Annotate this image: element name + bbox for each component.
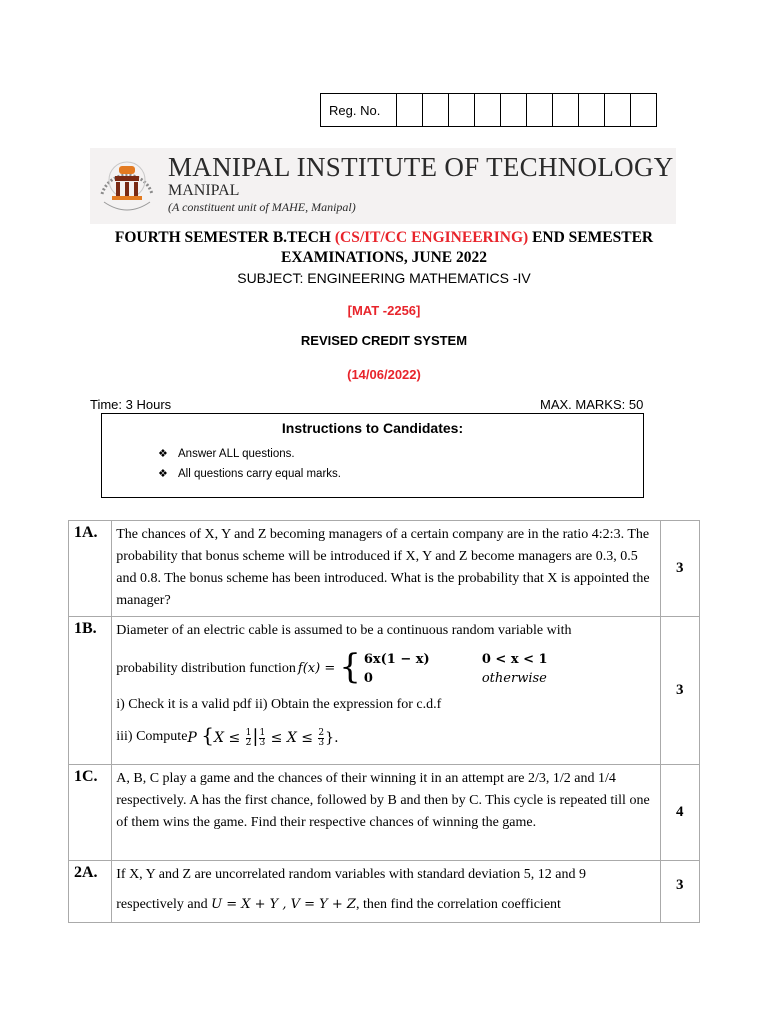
exam-title-part: FOURTH SEMESTER B.TECH <box>114 229 335 246</box>
question-text <box>112 617 660 765</box>
instruction-item <box>158 467 341 480</box>
instruction-item <box>158 447 295 460</box>
question-marks: 3 <box>660 617 699 765</box>
instruction-text: Answer ALL questions. <box>178 447 295 460</box>
diamond-bullet-icon: ❖ <box>158 448 168 460</box>
question-line <box>116 894 653 916</box>
reg-no-cell[interactable] <box>579 94 605 126</box>
reg-no-cell[interactable] <box>449 94 475 126</box>
reg-no-cell[interactable] <box>631 94 656 126</box>
institute-logo <box>94 152 160 220</box>
question-line: iii) Compute <box>116 728 188 744</box>
questions-table <box>68 520 700 923</box>
question-number: 1C. <box>69 765 112 861</box>
question-text: The chances of X, Y and Z becoming managers of a certain company are in the ratio 4:2:3. The probability that bonus scheme will be introduced if X, Y and Z become managers are 0.3, 0.5 and 0.8. The bonus scheme has been introduced. What is the probability that X is appointed the manager? <box>112 521 660 617</box>
exam-time: Time: 3 Hours <box>90 397 172 412</box>
question-text <box>112 861 660 923</box>
reg-no-cell[interactable] <box>605 94 631 126</box>
question-line: If X, Y and Z are uncorrelated random variables with standard deviation 5, 12 and 9 <box>116 867 586 882</box>
question-number: 1A. <box>69 521 112 617</box>
diamond-bullet-icon: ❖ <box>158 468 168 480</box>
reg-no-cell[interactable] <box>475 94 501 126</box>
question-row <box>69 765 700 861</box>
question-row <box>69 617 700 765</box>
brace-icon: { <box>339 647 361 687</box>
question-line: Diameter of an electric cable is assumed to be a continuous random variable with <box>116 623 572 638</box>
reg-no-label: Reg. No. <box>321 94 397 126</box>
question-line: probability distribution function <box>116 661 296 676</box>
case-expression: 6x(1 − x) <box>363 652 430 667</box>
question-text: A, B, C play a game and the chances of their winning it in an attempt are 2/3, 1/2 and 1/4 respectively. A has the first chance, followed by B and then by C. This cycle is repeated till one of them wins the game. Find their respective chances of winning the game. <box>112 765 660 861</box>
reg-no-box <box>320 93 657 127</box>
subject-line: SUBJECT: ENGINEERING MATHEMATICS -IV <box>237 270 531 286</box>
course-code: [MAT -2256] <box>347 303 421 318</box>
compute-line <box>116 724 653 749</box>
question-row <box>69 521 700 617</box>
exam-title-line2: EXAMINATIONS, JUNE 2022 <box>281 249 487 266</box>
institute-city: MANIPAL <box>168 182 240 199</box>
exam-title-line1 <box>0 229 768 247</box>
probability-expression: P {X ≤ $\frac{1}{2}$ | $\frac{1}{3}$ ≤ X ≤ $\frac{2}{3}$ }. <box>187 723 339 748</box>
question-marks: 4 <box>660 765 699 861</box>
case-condition: 0 < x < 1 <box>481 652 548 667</box>
reg-no-cell[interactable] <box>423 94 449 126</box>
question-marks: 3 <box>660 521 699 617</box>
reg-no-cell[interactable] <box>553 94 579 126</box>
instructions-title: Instructions to Candidates: <box>281 420 464 436</box>
function-label: f(x) = <box>297 661 336 676</box>
max-marks: MAX. MARKS: 50 <box>540 397 644 412</box>
instructions-box <box>101 413 644 498</box>
question-number: 2A. <box>69 861 112 923</box>
institute-subtitle: (A constituent unit of MAHE, Manipal) <box>168 200 356 214</box>
question-row <box>69 861 700 923</box>
question-number: 1B. <box>69 617 112 765</box>
equation: U = X + Y , V = Y + Z <box>211 897 356 912</box>
case-expression: 0 <box>363 671 373 686</box>
question-line-part: , then find the correlation coefficient <box>355 897 561 912</box>
reg-no-cell[interactable] <box>527 94 553 126</box>
piecewise-cases <box>364 650 548 688</box>
case-condition: otherwise <box>481 671 547 686</box>
exam-title-part: END SEMESTER <box>528 229 654 246</box>
question-marks: 3 <box>660 861 699 923</box>
instruction-text: All questions carry equal marks. <box>178 467 341 480</box>
exam-branch: (CS/IT/CC ENGINEERING) <box>334 229 529 246</box>
reg-no-cell[interactable] <box>397 94 423 126</box>
pdf-definition <box>116 647 653 688</box>
question-line: i) Check it is a valid pdf ii) Obtain the expression for c.d.f <box>116 697 442 712</box>
reg-no-cell[interactable] <box>501 94 527 126</box>
exam-date: (14/06/2022) <box>347 367 421 382</box>
credit-system: REVISED CREDIT SYSTEM <box>300 333 468 348</box>
question-line-part: respectively and <box>116 897 212 912</box>
institute-name: MANIPAL INSTITUTE OF TECHNOLOGY <box>168 152 674 182</box>
